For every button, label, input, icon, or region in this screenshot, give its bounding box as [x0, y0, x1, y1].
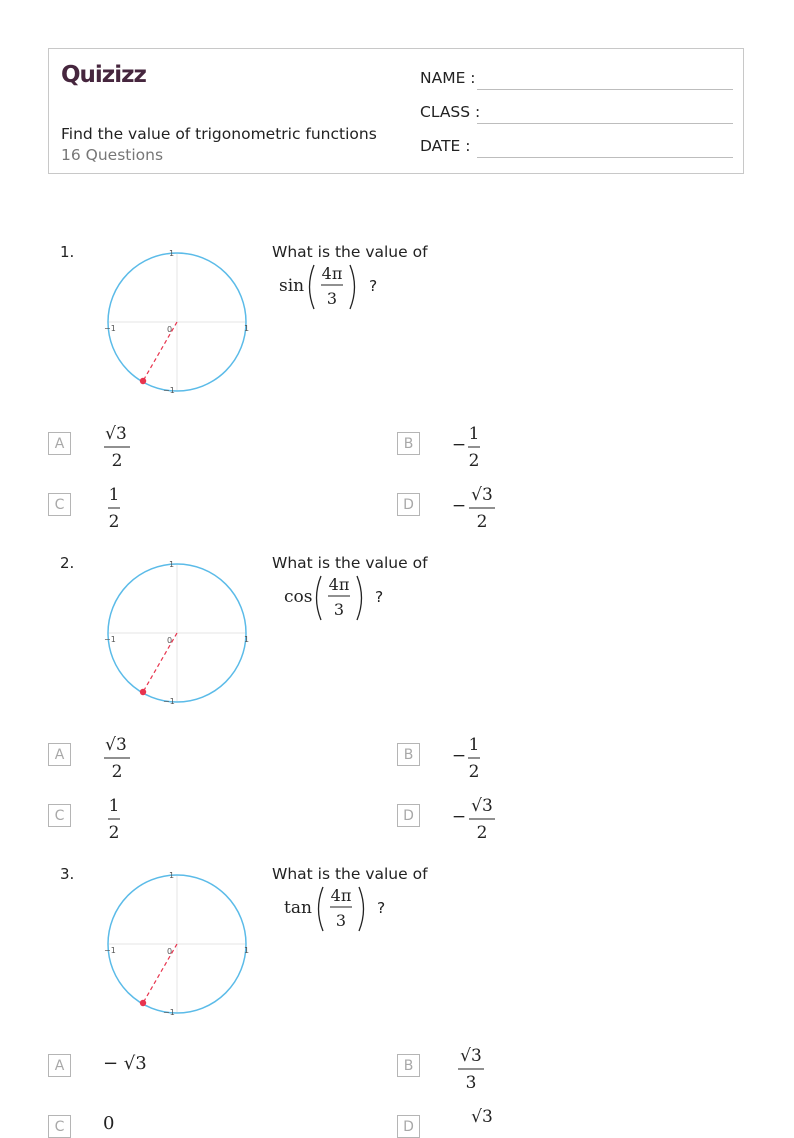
unit-circle-diagram: [100, 868, 256, 1020]
option-d-box[interactable]: D: [397, 493, 420, 516]
date-line[interactable]: [477, 157, 733, 158]
svg-text:2: 2: [468, 451, 480, 471]
option-d-box[interactable]: D: [397, 1115, 420, 1138]
svg-text:2: 2: [111, 762, 123, 782]
svg-text:√3: √3: [471, 485, 493, 505]
svg-text:√3: √3: [471, 796, 493, 816]
svg-text:2: 2: [108, 512, 120, 532]
trig-expression: [279, 266, 304, 306]
label-right: 1: [244, 635, 250, 644]
svg-text:√3: √3: [105, 424, 127, 444]
class-line[interactable]: [477, 123, 733, 124]
svg-text:2: 2: [468, 762, 480, 782]
paren-right: [359, 887, 364, 931]
label-left: −1: [104, 324, 116, 333]
svg-text:2: 2: [476, 512, 488, 532]
question-mark: ?: [375, 588, 384, 606]
question-mark: ?: [377, 899, 386, 917]
option-c-box[interactable]: C: [48, 1115, 71, 1138]
quizizz-logo-mark: [61, 59, 157, 89]
svg-text:1: 1: [108, 485, 120, 505]
svg-text:3: 3: [465, 1073, 477, 1093]
svg-text:1: 1: [468, 424, 480, 444]
option-a-box[interactable]: A: [48, 432, 71, 455]
angle-point: [140, 689, 146, 695]
svg-text:−: −: [451, 496, 467, 516]
trig-function: tan: [284, 898, 312, 918]
option-a-value[interactable]: − √3: [103, 1053, 147, 1074]
trig-function: cos: [284, 587, 313, 607]
option-a-value[interactable]: [96, 419, 146, 471]
arg-numerator: 4π: [330, 886, 352, 905]
option-c-value[interactable]: [96, 791, 146, 843]
option-d-box[interactable]: D: [397, 804, 420, 827]
arg-denominator: 3: [333, 600, 345, 619]
argument-fraction: [306, 262, 358, 312]
label-right: 1: [244, 324, 250, 333]
question-number: 1.: [60, 243, 75, 261]
question-number: 2.: [60, 554, 75, 572]
trig-function: sin: [279, 276, 305, 296]
angle-ray: [143, 944, 177, 1003]
arg-denominator: 3: [335, 911, 347, 930]
svg-text:2: 2: [111, 451, 123, 471]
trig-expression: [284, 888, 312, 928]
quizizz-logo: [61, 59, 157, 93]
label-left: −1: [104, 635, 116, 644]
label-bottom: −1: [163, 386, 175, 395]
option-c-value[interactable]: 0: [103, 1113, 115, 1134]
argument-fraction: [313, 573, 365, 623]
class-label: CLASS :: [420, 103, 481, 121]
angle-point: [140, 378, 146, 384]
label-left: −1: [104, 946, 116, 955]
arg-numerator: 4π: [328, 575, 350, 594]
label-top: 1: [169, 871, 175, 880]
svg-text:Quizizz: Quizizz: [61, 62, 146, 88]
option-c-box[interactable]: C: [48, 493, 71, 516]
unit-circle-diagram: [100, 557, 256, 709]
angle-point: [140, 1000, 146, 1006]
arg-denominator: 3: [326, 289, 338, 308]
name-line[interactable]: [477, 89, 733, 90]
name-label: NAME :: [420, 69, 476, 87]
question-number: 3.: [60, 865, 75, 883]
paren-right: [350, 265, 355, 309]
trig-expression: [284, 577, 312, 617]
paren-left: [319, 887, 324, 931]
svg-text:1: 1: [468, 735, 480, 755]
angle-ray: [143, 633, 177, 692]
paren-left: [317, 576, 322, 620]
question-count: 16 Questions: [61, 146, 164, 164]
unit-circle-diagram: [100, 246, 256, 398]
option-a-box[interactable]: A: [48, 1054, 71, 1077]
question-mark: ?: [369, 277, 378, 295]
option-b-value[interactable]: [448, 1041, 498, 1093]
option-b-value[interactable]: [448, 419, 498, 471]
svg-text:√3: √3: [460, 1046, 482, 1066]
option-d-value[interactable]: [448, 1102, 504, 1123]
question-prompt: What is the value of: [272, 865, 428, 883]
svg-text:√3: √3: [105, 735, 127, 755]
label-bottom: −1: [163, 697, 175, 706]
label-origin: 0: [167, 636, 173, 645]
paren-left: [310, 265, 315, 309]
date-label: DATE :: [420, 137, 471, 155]
label-right: 1: [244, 946, 250, 955]
option-c-box[interactable]: C: [48, 804, 71, 827]
label-bottom: −1: [163, 1008, 175, 1017]
svg-text:2: 2: [476, 823, 488, 843]
option-b-box[interactable]: B: [397, 1054, 420, 1077]
argument-fraction: [315, 884, 367, 934]
question-prompt: What is the value of: [272, 554, 428, 572]
option-a-box[interactable]: A: [48, 743, 71, 766]
question-prompt: What is the value of: [272, 243, 428, 261]
svg-text:1: 1: [108, 796, 120, 816]
paren-right: [357, 576, 362, 620]
option-b-box[interactable]: B: [397, 743, 420, 766]
angle-ray: [143, 322, 177, 381]
option-b-value[interactable]: [448, 730, 498, 782]
label-top: 1: [169, 560, 175, 569]
option-d-value[interactable]: [448, 480, 504, 532]
svg-text:√3: √3: [471, 1107, 493, 1123]
worksheet-header: [48, 48, 744, 174]
arg-numerator: 4π: [321, 264, 343, 283]
svg-text:−: −: [451, 435, 467, 455]
option-a-value[interactable]: [96, 730, 146, 782]
svg-text:−: −: [451, 807, 467, 827]
svg-text:−: −: [451, 746, 467, 766]
svg-text:2: 2: [108, 823, 120, 843]
label-origin: 0: [167, 947, 173, 956]
option-b-box[interactable]: B: [397, 432, 420, 455]
label-origin: 0: [167, 325, 173, 334]
option-d-value[interactable]: [448, 791, 504, 843]
option-c-value[interactable]: [96, 480, 146, 532]
label-top: 1: [169, 249, 175, 258]
worksheet-title: Find the value of trigonometric functions: [61, 125, 377, 143]
